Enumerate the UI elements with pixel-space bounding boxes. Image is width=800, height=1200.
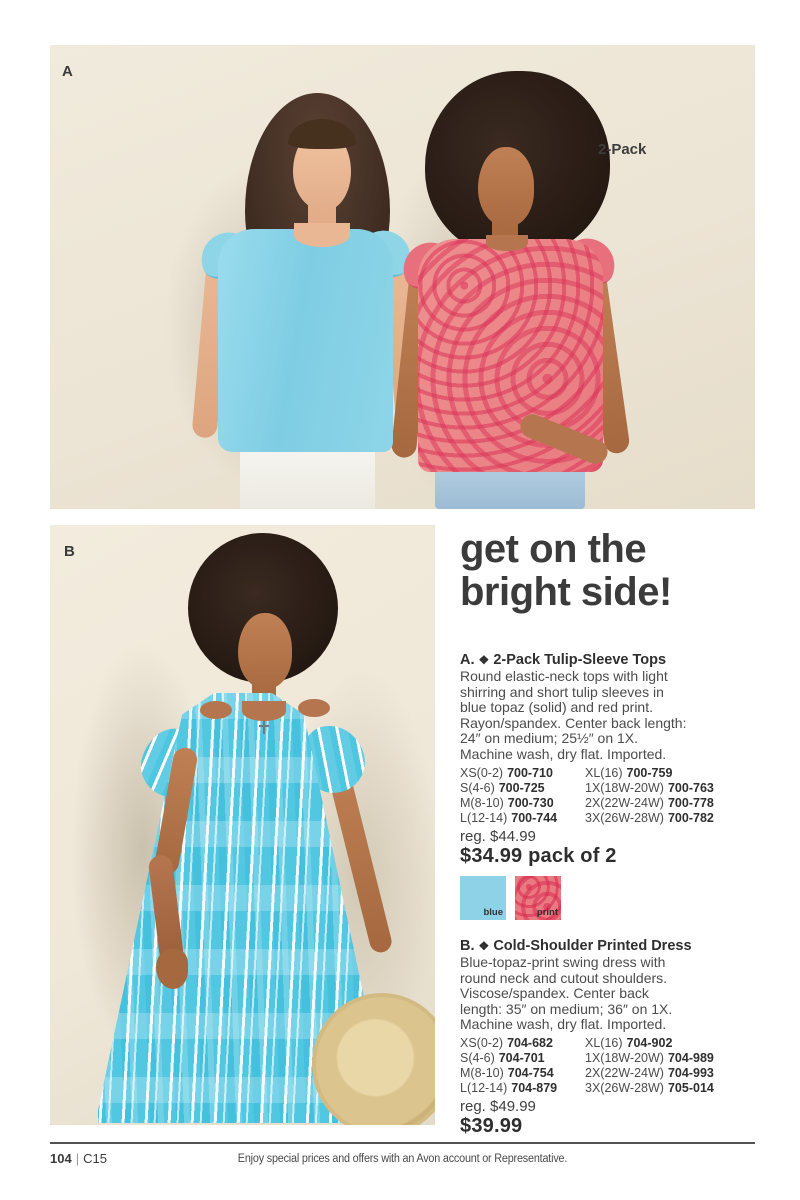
description-line: blue topaz (solid) and red print.: [460, 699, 653, 716]
size-label: M(8-10): [460, 1065, 504, 1080]
size-label: S(4-6): [460, 1050, 495, 1065]
size-sku-row: [585, 781, 792, 796]
model3-shoulder-cutout: [298, 699, 330, 717]
photo-b-marker: B: [64, 543, 76, 560]
description-line: Viscose/spandex. Center back: [460, 985, 649, 1002]
size-sku-row: [460, 1081, 585, 1096]
size-column-left: [460, 1036, 585, 1096]
size-column-right: [585, 1036, 792, 1096]
size-label: 1X(18W-20W): [585, 1050, 664, 1065]
footer-divider: [50, 1142, 755, 1144]
product-b-name: Cold-Shoulder Printed Dress: [493, 938, 692, 954]
model2-face: [478, 147, 534, 227]
item-number: 704-993: [667, 1065, 714, 1080]
description-line: shirring and short tulip sleeves in: [460, 683, 664, 700]
swatch-print-label: print: [536, 906, 558, 918]
item-number: 704-754: [507, 1065, 554, 1080]
product-b-label: B.: [460, 938, 475, 954]
size-column-right: [585, 766, 792, 826]
model3-neckline: [242, 701, 286, 721]
description-line: Machine wash, dry flat. Imported.: [460, 1016, 667, 1033]
item-number: 700-782: [667, 810, 714, 825]
footer-note: Enjoy special prices and offers with an Avon account or Representative.: [237, 1153, 568, 1165]
product-b-description: [460, 955, 792, 1033]
headline-line-2: bright side!: [460, 570, 672, 614]
headline-line-1: get on the: [460, 527, 647, 571]
diamond-icon: ❖: [478, 653, 490, 667]
size-column-left: [460, 766, 585, 826]
model1-blue-top: [218, 229, 393, 452]
page-number-separator: |: [75, 1151, 80, 1166]
item-number: 704-879: [511, 1080, 558, 1095]
photo-a-tulip-sleeve-tops: [50, 45, 755, 509]
size-label: L(12-14): [460, 1080, 508, 1095]
color-swatches: [460, 876, 792, 920]
item-number: 700-725: [498, 780, 545, 795]
swatch-blue: [460, 876, 506, 920]
description-line: 24″ on medium; 25½″ on 1X.: [460, 730, 639, 747]
item-number: 700-763: [667, 780, 714, 795]
size-sku-row: [460, 796, 585, 811]
item-number: 704-902: [626, 1035, 673, 1050]
size-sku-row: [585, 1081, 792, 1096]
photo-a-marker: A: [62, 63, 74, 80]
product-a-sale-price: $34.99 pack of 2: [460, 844, 617, 867]
size-sku-row: [585, 811, 792, 826]
description-line: Machine wash, dry flat. Imported.: [460, 745, 667, 762]
size-sku-row: [585, 796, 792, 811]
size-label: M(8-10): [460, 795, 504, 810]
two-pack-label: 2-Pack: [598, 141, 647, 158]
product-b-title: [460, 938, 792, 955]
swatch-blue-label: blue: [483, 906, 503, 918]
item-number: 704-701: [498, 1050, 545, 1065]
item-number: 704-682: [507, 1035, 553, 1050]
necklace-cross-icon: [259, 725, 269, 727]
product-a-description: [460, 669, 792, 763]
item-number: 700-710: [507, 765, 553, 780]
model3-face: [238, 613, 292, 689]
description-line: length: 35″ on medium; 36″ on 1X.: [460, 1000, 673, 1017]
size-label: XL(16): [585, 765, 623, 780]
diamond-icon: ❖: [478, 939, 490, 953]
size-sku-row: [585, 1066, 792, 1081]
photo-b-printed-dress: [50, 525, 435, 1125]
item-number: 700-759: [626, 765, 673, 780]
description-line: round neck and cutout shoulders.: [460, 969, 668, 986]
size-label: 1X(18W-20W): [585, 780, 664, 795]
size-label: XS(0-2): [460, 1035, 504, 1050]
size-label: 2X(22W-24W): [585, 795, 664, 810]
size-label: XS(0-2): [460, 765, 504, 780]
size-sku-row: [460, 811, 585, 826]
size-sku-row: [585, 1036, 792, 1051]
product-a-size-list: [460, 766, 792, 826]
description-line: Blue-topaz-print swing dress with: [460, 954, 666, 970]
size-label: S(4-6): [460, 780, 495, 795]
item-number: 700-778: [667, 795, 714, 810]
product-a-details: [460, 652, 792, 920]
product-a-label: A.: [460, 652, 475, 668]
model3-shoulder-cutout: [200, 701, 232, 719]
headline: [460, 528, 795, 614]
item-number: 705-014: [667, 1080, 714, 1095]
catalog-code: C15: [83, 1151, 107, 1166]
size-label: XL(16): [585, 1035, 623, 1050]
size-sku-row: [460, 1066, 585, 1081]
description-line: Rayon/spandex. Center back length:: [460, 714, 687, 731]
size-label: 3X(26W-28W): [585, 1080, 664, 1095]
necklace-cross-icon: [263, 721, 265, 734]
size-sku-row: [585, 1051, 792, 1066]
item-number: 700-744: [511, 810, 558, 825]
size-label: 3X(26W-28W): [585, 810, 664, 825]
size-sku-row: [585, 766, 792, 781]
size-sku-row: [460, 1036, 585, 1051]
size-label: 2X(22W-24W): [585, 1065, 664, 1080]
product-b-sale-price: $39.99: [460, 1114, 523, 1137]
product-b-details: [460, 938, 792, 1138]
size-label: L(12-14): [460, 810, 508, 825]
model2-neckline: [486, 235, 528, 251]
description-line: Round elastic-neck tops with light: [460, 668, 668, 684]
product-a-regular-price: reg. $44.99: [460, 827, 536, 845]
size-sku-row: [460, 766, 585, 781]
model3-hand: [156, 949, 188, 989]
page-number: 104: [50, 1151, 72, 1166]
size-sku-row: [460, 1051, 585, 1066]
swatch-print: [515, 876, 561, 920]
model1-neckline: [294, 223, 350, 247]
model2-jeans: [435, 467, 585, 509]
product-b-regular-price: reg. $49.99: [460, 1097, 536, 1115]
product-b-size-list: [460, 1036, 792, 1096]
item-number: 704-989: [667, 1050, 714, 1065]
size-sku-row: [460, 781, 585, 796]
item-number: 700-730: [507, 795, 554, 810]
product-a-name: 2-Pack Tulip-Sleeve Tops: [493, 652, 667, 668]
model1-white-pants: [240, 445, 375, 509]
product-a-title: [460, 652, 792, 669]
